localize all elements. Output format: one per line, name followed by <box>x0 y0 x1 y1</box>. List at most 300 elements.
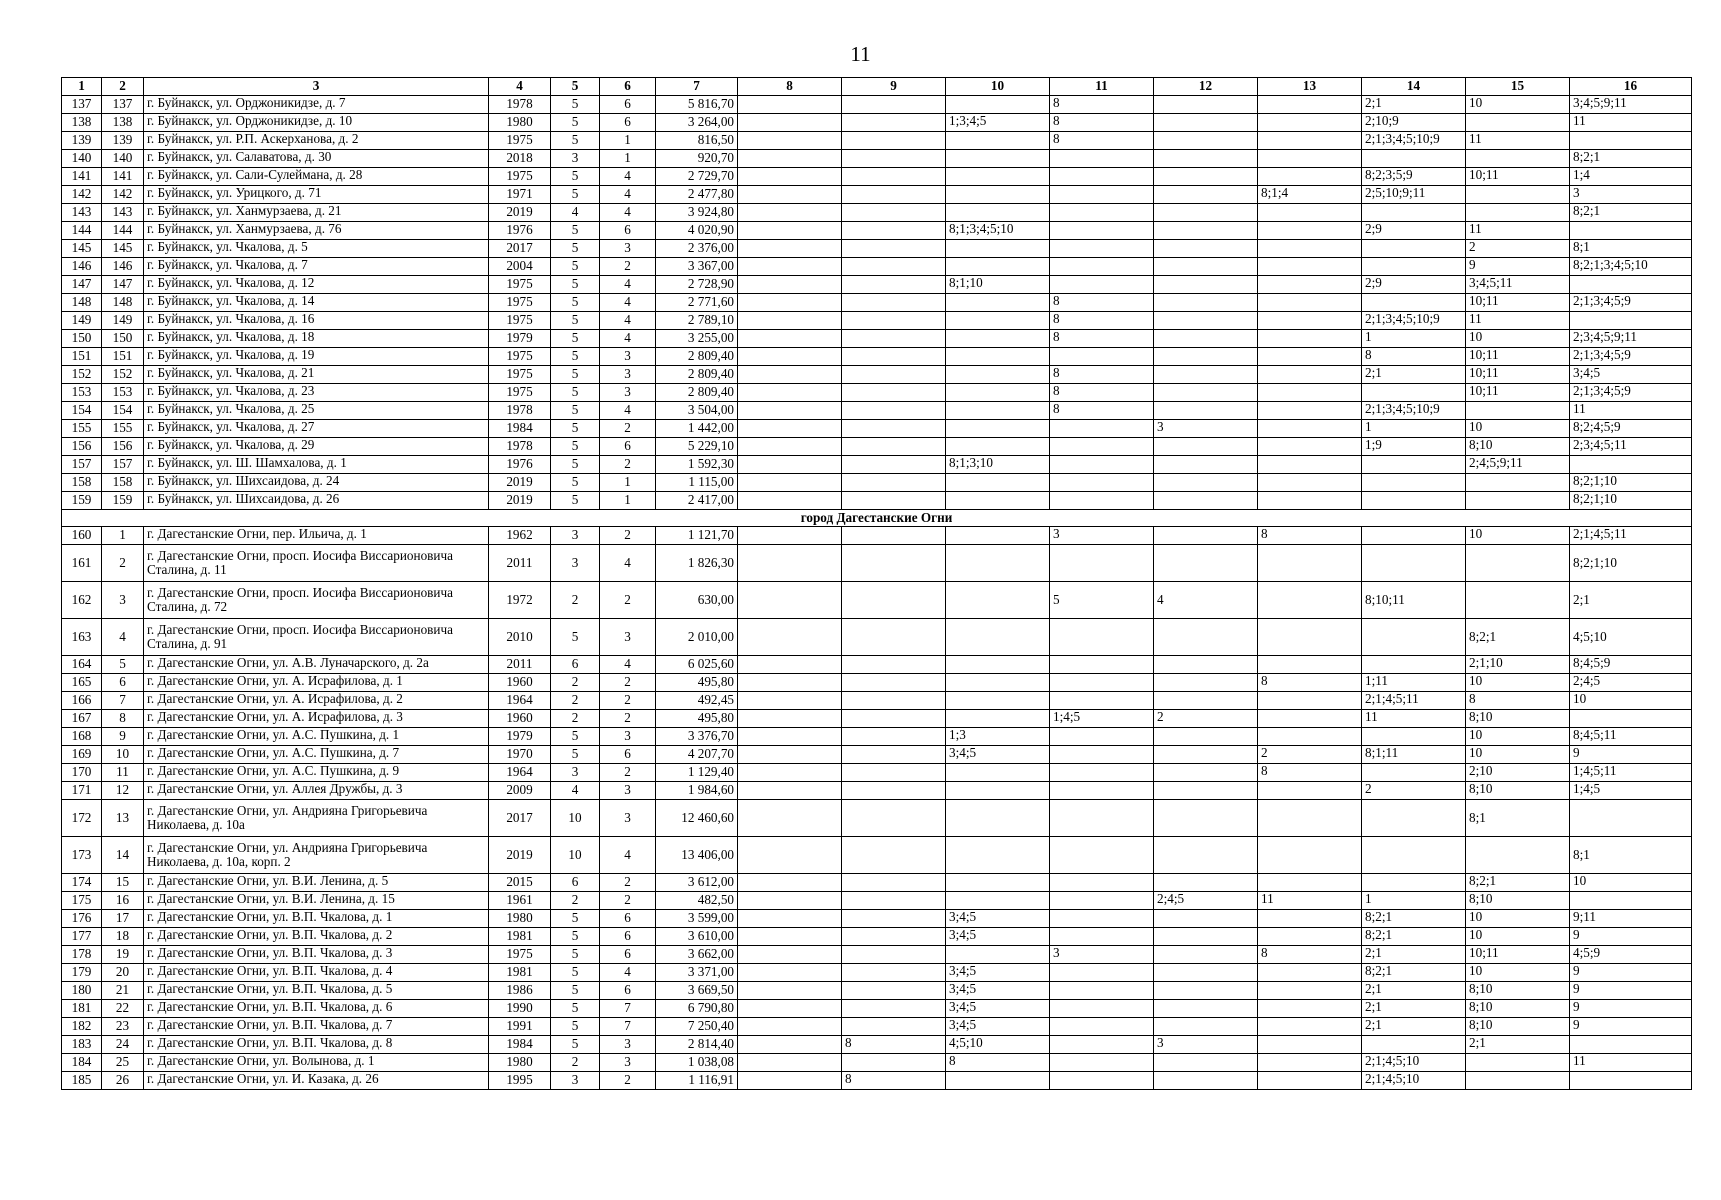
table-cell <box>1258 330 1362 348</box>
table-cell <box>738 384 842 402</box>
table-cell: 10;11 <box>1466 294 1570 312</box>
table-cell <box>1050 150 1154 168</box>
table-cell: 10 <box>1466 96 1570 114</box>
table-cell <box>1154 964 1258 982</box>
table-cell: 5 <box>551 982 600 1000</box>
table-cell: 5 <box>551 728 600 746</box>
table-row <box>62 656 1692 674</box>
table-cell <box>842 312 946 330</box>
table-cell <box>842 782 946 800</box>
table-cell: 145 <box>102 240 144 258</box>
table-cell <box>1154 1054 1258 1072</box>
table-cell <box>738 837 842 874</box>
table-cell <box>738 492 842 510</box>
table-row <box>62 222 1692 240</box>
table-cell: 2 <box>600 674 656 692</box>
table-cell <box>1154 384 1258 402</box>
section-row <box>62 510 1692 527</box>
table-cell: 2;4;5 <box>1570 674 1692 692</box>
table-cell: 8;10 <box>1466 782 1570 800</box>
table-cell: г. Буйнакск, ул. Чкалова, д. 7 <box>144 258 489 276</box>
table-cell <box>842 656 946 674</box>
table-cell: 163 <box>62 619 102 656</box>
table-cell: 177 <box>62 928 102 946</box>
table-cell <box>946 656 1050 674</box>
table-cell <box>1154 982 1258 1000</box>
table-cell <box>1154 330 1258 348</box>
table-cell: 6 <box>600 946 656 964</box>
table-cell: 162 <box>62 582 102 619</box>
table-cell: 153 <box>102 384 144 402</box>
table-cell: г. Буйнакск, ул. Салаватова, д. 30 <box>144 150 489 168</box>
table-cell: 3 610,00 <box>656 928 738 946</box>
table-cell: г. Буйнакск, ул. Чкалова, д. 14 <box>144 294 489 312</box>
table-cell: 164 <box>62 656 102 674</box>
table-cell <box>1570 1072 1692 1090</box>
table-cell <box>1258 964 1362 982</box>
table-cell <box>1050 1000 1154 1018</box>
table-row <box>62 384 1692 402</box>
table-cell: г. Дагестанские Огни, ул. В.И. Ленина, д. 5 <box>144 874 489 892</box>
table-cell: 8 <box>1050 132 1154 150</box>
table-cell: 183 <box>62 1036 102 1054</box>
table-cell: 153 <box>62 384 102 402</box>
table-row <box>62 456 1692 474</box>
table-cell <box>1362 656 1466 674</box>
table-cell: 147 <box>62 276 102 294</box>
table-cell: 21 <box>102 982 144 1000</box>
table-cell: 8;2;1 <box>1362 964 1466 982</box>
table-cell: 18 <box>102 928 144 946</box>
table-cell: 8 <box>1050 114 1154 132</box>
table-cell <box>1154 114 1258 132</box>
table-cell <box>1466 837 1570 874</box>
table-cell <box>1362 874 1466 892</box>
table-cell: 4 <box>600 186 656 204</box>
table-cell <box>1258 492 1362 510</box>
column-header: 15 <box>1466 78 1570 96</box>
table-cell: 8;1 <box>1570 837 1692 874</box>
table-cell <box>1050 728 1154 746</box>
table-cell: 3 <box>600 384 656 402</box>
table-cell <box>842 1054 946 1072</box>
table-cell <box>1154 204 1258 222</box>
table-cell: 2 <box>1466 240 1570 258</box>
table-cell: 176 <box>62 910 102 928</box>
table-row <box>62 438 1692 456</box>
table-cell: 1980 <box>489 910 551 928</box>
table-cell: 8;10 <box>1466 710 1570 728</box>
table-cell <box>946 692 1050 710</box>
table-cell: 8;2;1;10 <box>1570 492 1692 510</box>
table-cell: 10 <box>1466 420 1570 438</box>
table-cell: 1975 <box>489 168 551 186</box>
table-cell: 143 <box>62 204 102 222</box>
table-cell: 1979 <box>489 728 551 746</box>
table-cell: г. Дагестанские Огни, ул. А.С. Пушкина, д. 1 <box>144 728 489 746</box>
table-cell <box>1050 656 1154 674</box>
table-cell <box>1154 656 1258 674</box>
table-cell <box>1050 474 1154 492</box>
table-cell: 8 <box>1258 674 1362 692</box>
table-cell: 10 <box>1466 674 1570 692</box>
table-cell: г. Дагестанские Огни, ул. В.П. Чкалова, д. 3 <box>144 946 489 964</box>
table-cell: 8;1 <box>1466 800 1570 837</box>
table-cell: 1;9 <box>1362 438 1466 456</box>
table-cell: 2;1;4;5;10 <box>1362 1054 1466 1072</box>
table-cell <box>842 692 946 710</box>
table-cell: 3;4;5 <box>1570 366 1692 384</box>
table-cell <box>946 946 1050 964</box>
column-header: 2 <box>102 78 144 96</box>
table-row <box>62 728 1692 746</box>
table-cell <box>946 402 1050 420</box>
table-cell: 8;1;4 <box>1258 186 1362 204</box>
table-cell <box>1050 438 1154 456</box>
table-cell <box>1154 782 1258 800</box>
table-cell: 139 <box>102 132 144 150</box>
housing-table <box>61 77 1692 1090</box>
table-cell <box>1362 240 1466 258</box>
table-cell <box>1050 874 1154 892</box>
table-cell: 11 <box>1570 114 1692 132</box>
table-cell <box>738 619 842 656</box>
table-cell: 2017 <box>489 800 551 837</box>
table-cell: 5 <box>551 258 600 276</box>
table-cell <box>738 240 842 258</box>
table-cell: 8;1;11 <box>1362 746 1466 764</box>
table-cell <box>738 402 842 420</box>
table-cell: 5 <box>551 114 600 132</box>
table-cell: г. Буйнакск, ул. Чкалова, д. 19 <box>144 348 489 366</box>
table-cell: 4;5;9 <box>1570 946 1692 964</box>
table-cell: 2019 <box>489 474 551 492</box>
table-cell <box>842 946 946 964</box>
table-cell <box>1050 222 1154 240</box>
table-cell: г. Буйнакск, ул. Чкалова, д. 21 <box>144 366 489 384</box>
table-row <box>62 276 1692 294</box>
table-cell: 165 <box>62 674 102 692</box>
table-cell <box>1258 910 1362 928</box>
table-cell: 5 <box>551 964 600 982</box>
table-cell <box>738 1072 842 1090</box>
table-cell: 10 <box>102 746 144 764</box>
table-cell <box>842 619 946 656</box>
table-cell: 630,00 <box>656 582 738 619</box>
table-cell: 2 <box>102 545 144 582</box>
table-cell: 1 <box>1362 420 1466 438</box>
table-cell: 9 <box>1570 928 1692 946</box>
table-cell: 157 <box>102 456 144 474</box>
table-cell: 1970 <box>489 746 551 764</box>
table-row <box>62 946 1692 964</box>
table-cell <box>1154 96 1258 114</box>
table-cell: 10 <box>1466 728 1570 746</box>
table-cell <box>1466 1054 1570 1072</box>
table-cell: г. Буйнакск, ул. Орджоникидзе, д. 7 <box>144 96 489 114</box>
table-cell <box>1154 874 1258 892</box>
table-cell <box>1154 294 1258 312</box>
table-cell: 154 <box>102 402 144 420</box>
table-cell <box>1466 186 1570 204</box>
table-cell: 9 <box>1570 982 1692 1000</box>
table-cell: 2;4;5 <box>1154 892 1258 910</box>
table-cell <box>946 168 1050 186</box>
table-cell: 12 <box>102 782 144 800</box>
table-cell: 1;4;5 <box>1570 782 1692 800</box>
table-cell: 6 <box>600 910 656 928</box>
table-cell <box>842 222 946 240</box>
table-cell: 5 <box>551 619 600 656</box>
table-cell <box>738 545 842 582</box>
table-row <box>62 1036 1692 1054</box>
table-cell <box>842 96 946 114</box>
table-cell <box>1258 132 1362 150</box>
table-cell: 2019 <box>489 492 551 510</box>
table-cell: 2019 <box>489 204 551 222</box>
table-cell: 2;9 <box>1362 276 1466 294</box>
table-cell <box>842 276 946 294</box>
table-cell: 9 <box>1570 1000 1692 1018</box>
table-cell <box>842 456 946 474</box>
table-cell <box>738 928 842 946</box>
table-cell: 146 <box>62 258 102 276</box>
table-cell: 2;1;3;4;5;10;9 <box>1362 132 1466 150</box>
table-cell <box>738 728 842 746</box>
table-cell <box>1570 800 1692 837</box>
table-cell: 3 <box>551 545 600 582</box>
table-cell: 3;4;5 <box>946 928 1050 946</box>
table-cell: 1 116,91 <box>656 1072 738 1090</box>
table-cell <box>1258 1054 1362 1072</box>
table-cell <box>1154 728 1258 746</box>
table-cell <box>1362 384 1466 402</box>
table-row <box>62 692 1692 710</box>
table-cell <box>1258 402 1362 420</box>
table-cell: 4 <box>600 276 656 294</box>
table-cell: г. Дагестанские Огни, ул. А.С. Пушкина, д. 9 <box>144 764 489 782</box>
table-cell <box>738 1018 842 1036</box>
table-cell: 1975 <box>489 384 551 402</box>
table-cell: 175 <box>62 892 102 910</box>
table-cell: 2 <box>600 710 656 728</box>
table-cell: г. Дагестанские Огни, ул. В.П. Чкалова, д. 1 <box>144 910 489 928</box>
table-row <box>62 527 1692 545</box>
table-cell <box>946 294 1050 312</box>
table-cell: 4 <box>600 168 656 186</box>
table-cell: 3 <box>102 582 144 619</box>
table-cell <box>1466 1072 1570 1090</box>
table-cell <box>738 674 842 692</box>
table-cell: 156 <box>62 438 102 456</box>
table-cell <box>1362 545 1466 582</box>
table-cell: 8;2;1;10 <box>1570 545 1692 582</box>
table-cell <box>1362 728 1466 746</box>
table-cell <box>1050 276 1154 294</box>
table-cell: 181 <box>62 1000 102 1018</box>
table-cell: 4 207,70 <box>656 746 738 764</box>
table-cell: 1 <box>1362 330 1466 348</box>
table-cell: 2004 <box>489 258 551 276</box>
table-cell: 6 025,60 <box>656 656 738 674</box>
table-cell: 2;1 <box>1362 1000 1466 1018</box>
table-row <box>62 746 1692 764</box>
table-row <box>62 258 1692 276</box>
table-cell: г. Буйнакск, ул. Сали-Сулеймана, д. 28 <box>144 168 489 186</box>
table-cell <box>1154 168 1258 186</box>
table-cell <box>946 420 1050 438</box>
table-cell: 140 <box>102 150 144 168</box>
table-cell: 9 <box>1570 964 1692 982</box>
table-cell <box>1258 656 1362 674</box>
table-cell <box>946 474 1050 492</box>
table-cell: 8;2;1 <box>1570 150 1692 168</box>
table-cell: г. Дагестанские Огни, ул. А. Исрафилова, д. 2 <box>144 692 489 710</box>
table-cell: 145 <box>62 240 102 258</box>
table-cell <box>1258 1000 1362 1018</box>
table-cell: 2;1 <box>1570 582 1692 619</box>
table-cell <box>738 186 842 204</box>
table-cell: 138 <box>62 114 102 132</box>
table-cell: 2;1 <box>1362 982 1466 1000</box>
table-cell <box>1258 276 1362 294</box>
table-cell: 1;4;5 <box>1050 710 1154 728</box>
table-cell <box>1362 837 1466 874</box>
column-header: 1 <box>62 78 102 96</box>
table-cell <box>842 474 946 492</box>
table-cell: 1986 <box>489 982 551 1000</box>
table-cell: 2 729,70 <box>656 168 738 186</box>
table-cell: 2 728,90 <box>656 276 738 294</box>
table-cell: 185 <box>62 1072 102 1090</box>
table-cell <box>1466 545 1570 582</box>
table-cell: 1 <box>600 150 656 168</box>
table-row <box>62 892 1692 910</box>
table-cell: 2;1;3;4;5;10;9 <box>1362 312 1466 330</box>
table-cell <box>842 348 946 366</box>
table-cell: 920,70 <box>656 150 738 168</box>
table-cell <box>946 240 1050 258</box>
table-cell: 8 <box>1050 366 1154 384</box>
table-cell: 4 <box>600 294 656 312</box>
table-cell <box>1362 1036 1466 1054</box>
table-cell: 5 <box>551 222 600 240</box>
table-cell: 5 <box>551 746 600 764</box>
table-cell: 156 <box>102 438 144 456</box>
table-cell <box>738 782 842 800</box>
table-cell <box>842 402 946 420</box>
table-cell <box>738 366 842 384</box>
table-row <box>62 240 1692 258</box>
table-cell <box>1258 222 1362 240</box>
column-header: 5 <box>551 78 600 96</box>
table-cell <box>1258 728 1362 746</box>
table-cell <box>842 492 946 510</box>
table-cell <box>1258 692 1362 710</box>
table-cell: 1 <box>600 132 656 150</box>
table-cell: 5 <box>551 420 600 438</box>
table-cell: 2 <box>600 420 656 438</box>
table-cell: 8 <box>1362 348 1466 366</box>
table-cell: 24 <box>102 1036 144 1054</box>
table-cell: г. Дагестанские Огни, ул. В.П. Чкалова, д. 6 <box>144 1000 489 1018</box>
table-cell <box>842 294 946 312</box>
table-cell: 3 371,00 <box>656 964 738 982</box>
table-cell: 10 <box>1466 330 1570 348</box>
table-cell: 147 <box>102 276 144 294</box>
table-cell <box>1050 892 1154 910</box>
table-cell: г. Буйнакск, ул. Чкалова, д. 12 <box>144 276 489 294</box>
table-cell: 1980 <box>489 1054 551 1072</box>
table-cell: 9 <box>102 728 144 746</box>
table-cell <box>842 837 946 874</box>
table-cell: 2 <box>600 258 656 276</box>
table-cell: 2 <box>551 692 600 710</box>
column-header: 11 <box>1050 78 1154 96</box>
table-cell: 178 <box>62 946 102 964</box>
table-cell: 3 <box>600 1054 656 1072</box>
table-cell <box>1570 892 1692 910</box>
table-cell <box>1050 674 1154 692</box>
table-cell: 2 <box>551 674 600 692</box>
table-cell: 3;4;5;9;11 <box>1570 96 1692 114</box>
table-cell <box>1362 474 1466 492</box>
table-cell: 5 <box>551 946 600 964</box>
table-cell: 2;3;4;5;9;11 <box>1570 330 1692 348</box>
table-cell: 1;4 <box>1570 168 1692 186</box>
table-cell: 9 <box>1570 746 1692 764</box>
table-cell <box>946 132 1050 150</box>
table-cell: 10 <box>1466 527 1570 545</box>
table-cell: 4 020,90 <box>656 222 738 240</box>
table-cell: 10;11 <box>1466 366 1570 384</box>
table-cell <box>738 746 842 764</box>
table-row <box>62 348 1692 366</box>
table-cell: 148 <box>102 294 144 312</box>
table-cell: 11 <box>1466 222 1570 240</box>
column-header: 4 <box>489 78 551 96</box>
table-cell: 9;11 <box>1570 910 1692 928</box>
table-cell: 6 <box>600 982 656 1000</box>
table-cell: 3 504,00 <box>656 402 738 420</box>
table-cell: 3 612,00 <box>656 874 738 892</box>
table-cell: 142 <box>102 186 144 204</box>
table-cell <box>738 982 842 1000</box>
table-cell <box>842 928 946 946</box>
column-header: 12 <box>1154 78 1258 96</box>
table-cell <box>1258 1036 1362 1054</box>
table-cell: 3 <box>551 150 600 168</box>
table-cell <box>842 330 946 348</box>
table-cell: 8 <box>842 1036 946 1054</box>
table-cell: 3 <box>551 527 600 545</box>
table-cell: 2 814,40 <box>656 1036 738 1054</box>
table-cell: 3 367,00 <box>656 258 738 276</box>
table-cell: 1964 <box>489 764 551 782</box>
table-cell: 182 <box>62 1018 102 1036</box>
table-cell <box>1154 258 1258 276</box>
table-cell: 137 <box>102 96 144 114</box>
table-cell <box>1154 545 1258 582</box>
table-cell: 6 <box>600 438 656 456</box>
table-cell: 155 <box>62 420 102 438</box>
table-cell: 157 <box>62 456 102 474</box>
table-row <box>62 330 1692 348</box>
table-cell: 9 <box>1570 1018 1692 1036</box>
table-cell: 144 <box>62 222 102 240</box>
table-cell: 3 <box>600 366 656 384</box>
table-cell: 3 <box>600 348 656 366</box>
